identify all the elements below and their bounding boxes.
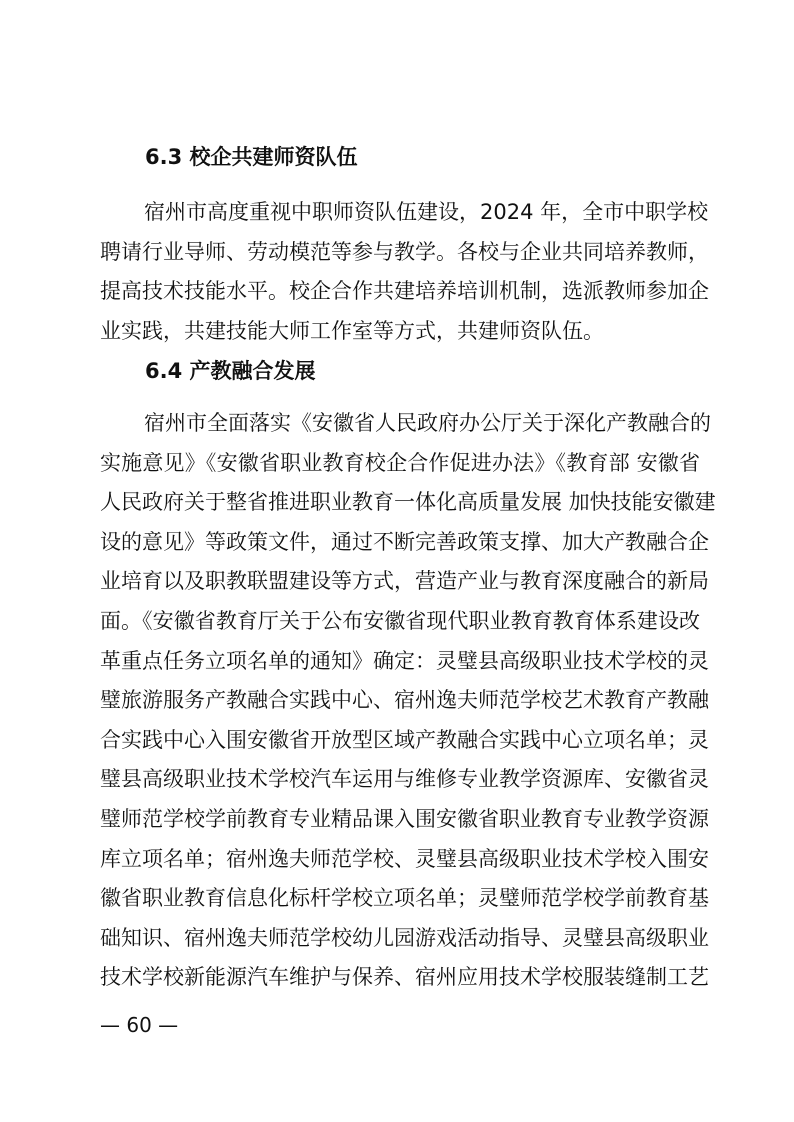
paragraph-line: 业培育以及职教联盟建设等方式，营造产业与教育深度融合的新局 (100, 569, 709, 594)
paragraph-line: 璧县高级职业技术学校汽车运用与维修专业教学资源库、安徽省灵 (100, 767, 709, 792)
page-number: — 60 — (100, 1013, 179, 1037)
paragraph-line: 徽省职业教育信息化标杆学校立项名单；灵璧师范学校学前教育基 (100, 886, 709, 911)
paragraph-line: 宿州市高度重视中职师资队伍建设，2024 年，全市中职学校 (144, 200, 709, 224)
paragraph-line: 础知识、宿州逸夫师范学校幼儿园游戏活动指导、灵璧县高级职业 (100, 925, 709, 950)
paragraph-line: 设的意见》等政策文件，通过不断完善政策支撑、加大产教融合企 (100, 529, 709, 554)
section-heading-6-4: 6.4 产教融合发展 (145, 359, 316, 383)
paragraph-line: 面。《安徽省教育厅关于公布安徽省现代职业教育教育体系建设改 (100, 608, 700, 633)
paragraph-line: 宿州市全面落实《安徽省人民政府办公厅关于深化产教融合的 (144, 411, 711, 435)
paragraph-line: 璧旅游服务产教融合实践中心、宿州逸夫师范学校艺术教育产教融 (100, 688, 709, 713)
paragraph-line: 技术学校新能源汽车维护与保养、宿州应用技术学校服装缝制工艺 (100, 965, 709, 990)
paragraph-line: 合实践中心入围安徽省开放型区域产教融合实践中心立项名单；灵 (100, 727, 709, 752)
paragraph-line: 业实践，共建技能大师工作室等方式，共建师资队伍。 (100, 318, 604, 343)
paragraph-line: 人民政府关于整省推进职业教育一体化高质量发展 加快技能安徽建 (100, 490, 716, 515)
paragraph-line: 库立项名单；宿州逸夫师范学校、灵璧县高级职业技术学校入围安 (100, 846, 709, 871)
paragraph-line: 实施意见》《安徽省职业教育校企合作促进办法》《教育部 安徽省 (100, 450, 700, 475)
paragraph-line: 璧师范学校学前教育专业精品课入围安徽省职业教育专业教学资源 (100, 806, 709, 831)
paragraph-line: 革重点任务立项名单的通知》确定：灵璧县高级职业技术学校的灵 (100, 648, 709, 673)
paragraph-teacher-team (100, 193, 709, 351)
section-heading-6-3: 6.3 校企共建师资队伍 (145, 145, 358, 169)
paragraph-industry-education (100, 404, 716, 998)
paragraph-line: 聘请行业导师、劳动模范等参与教学。各校与企业共同培养教师， (100, 239, 709, 264)
paragraph-line: 提高技术技能水平。校企合作共建培养培训机制，选派教师参加企 (100, 279, 709, 304)
